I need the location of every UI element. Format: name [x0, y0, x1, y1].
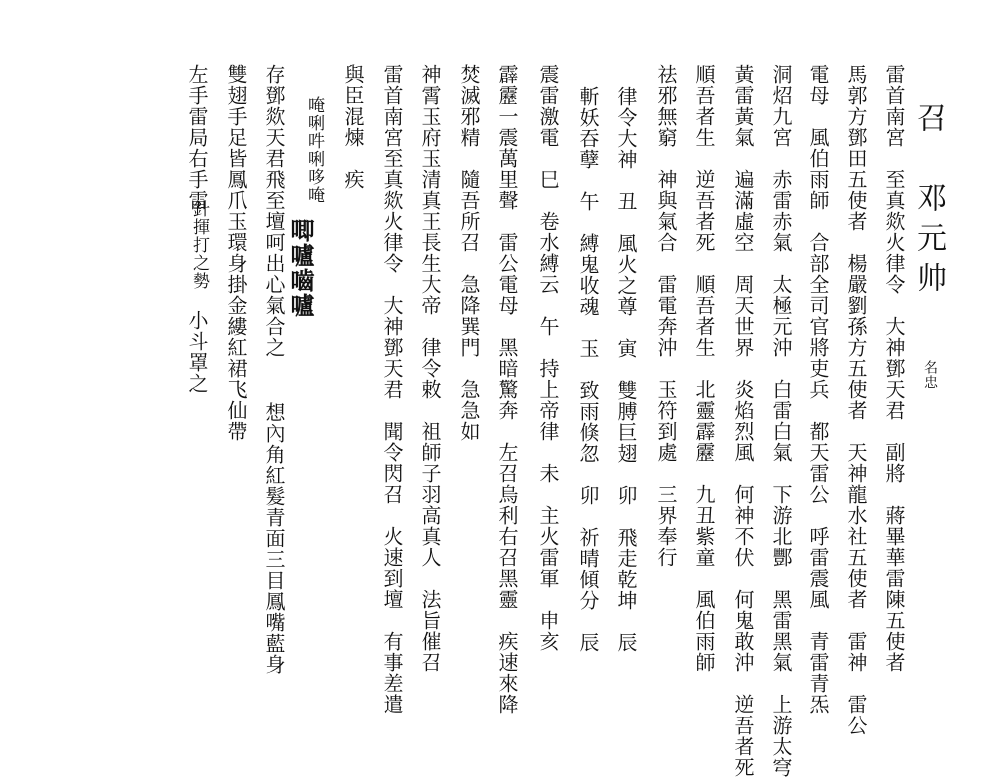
text-column-8: 律令大神 丑 風火之尊 寅 雙膊巨翅 卯 飛走乾坤 辰 — [614, 86, 638, 653]
author-note: 名忠 — [922, 360, 938, 390]
document-title: 召 邓元帅 — [911, 102, 946, 302]
text-column-12: 焚滅邪精 隨吾所召 急降巽門 急急如 — [457, 64, 481, 442]
text-column-11: 霹靂一震萬里聲 雷公電母 黑暗驚奔 左召烏利右召黑靈 疾速來降 — [495, 64, 519, 715]
mantra-characters: 唧嚧嚙嚧 — [286, 218, 315, 318]
text-column-13: 神霄玉府玉清真王長生大帝 律令敕 祖師子羽高真人 法旨催召 — [418, 64, 442, 673]
text-column-3: 電母 風伯雨師 合部全司官將吏兵 都天雷公 呼雷震風 青雷青炁 — [806, 64, 830, 715]
text-column-4: 洞炤九宮 赤雷赤氣 太極元沖 白雷白氣 下游北酆 黑雷黑氣 上游太穹 — [769, 64, 793, 778]
text-column-5: 黃雷黃氣 遍滿虛空 周天世界 炎焰烈風 何神不伏 何鬼敢沖 逆吾者死 — [731, 64, 755, 778]
text-column-1: 雷首南宮 至真欻火律令 大神鄧天君 副將 蔣畢華雷陳五使者 — [882, 64, 906, 673]
text-column-22: 小斗罩之 — [185, 310, 209, 394]
text-column-2: 馬郭方鄧田五使者 楊嚴劉孫方五使者 天神龍水社五使者 雷神 雷公 — [844, 64, 868, 736]
text-column-6: 順吾者生 逆吾者死 順吾者生 北靈霹靂 九丑紫童 風伯雨師 — [692, 64, 716, 673]
text-column-21: 針揮打之勢 — [189, 200, 209, 290]
text-column-18: 想內角紅髮青面三目鳳嘴藍身 — [262, 402, 286, 675]
text-column-7: 祛邪無窮 神與氣合 雷電奔沖 玉符到處 三界奉行 — [654, 64, 678, 568]
text-column-20: 左手雷局右手雷 — [185, 64, 209, 211]
text-column-14: 雷首南宮至真欻火律令 大神鄧天君 聞令閃召 火速到壇 有事差遣 — [380, 64, 404, 715]
text-column-17: 存鄧欻天君飛至壇呵出心氣合之 — [262, 64, 286, 358]
text-column-10: 震雷激電 巳 卷水縛云 午 持上帝律 未 主火雷軍 申亥 — [536, 64, 560, 652]
mantra-line: 唵唎吽唎哆唵 — [304, 96, 324, 204]
text-column-15: 與臣混煉 疾 — [341, 64, 365, 190]
text-column-19: 雙翅手足皆鳳爪玉環身掛金縷紅裙飞仙帶 — [224, 64, 248, 442]
text-column-9: 斬妖吞孽 午 縛鬼收魂 玉 致雨倏忽 卯 祈晴傾分 辰 — [576, 86, 600, 653]
